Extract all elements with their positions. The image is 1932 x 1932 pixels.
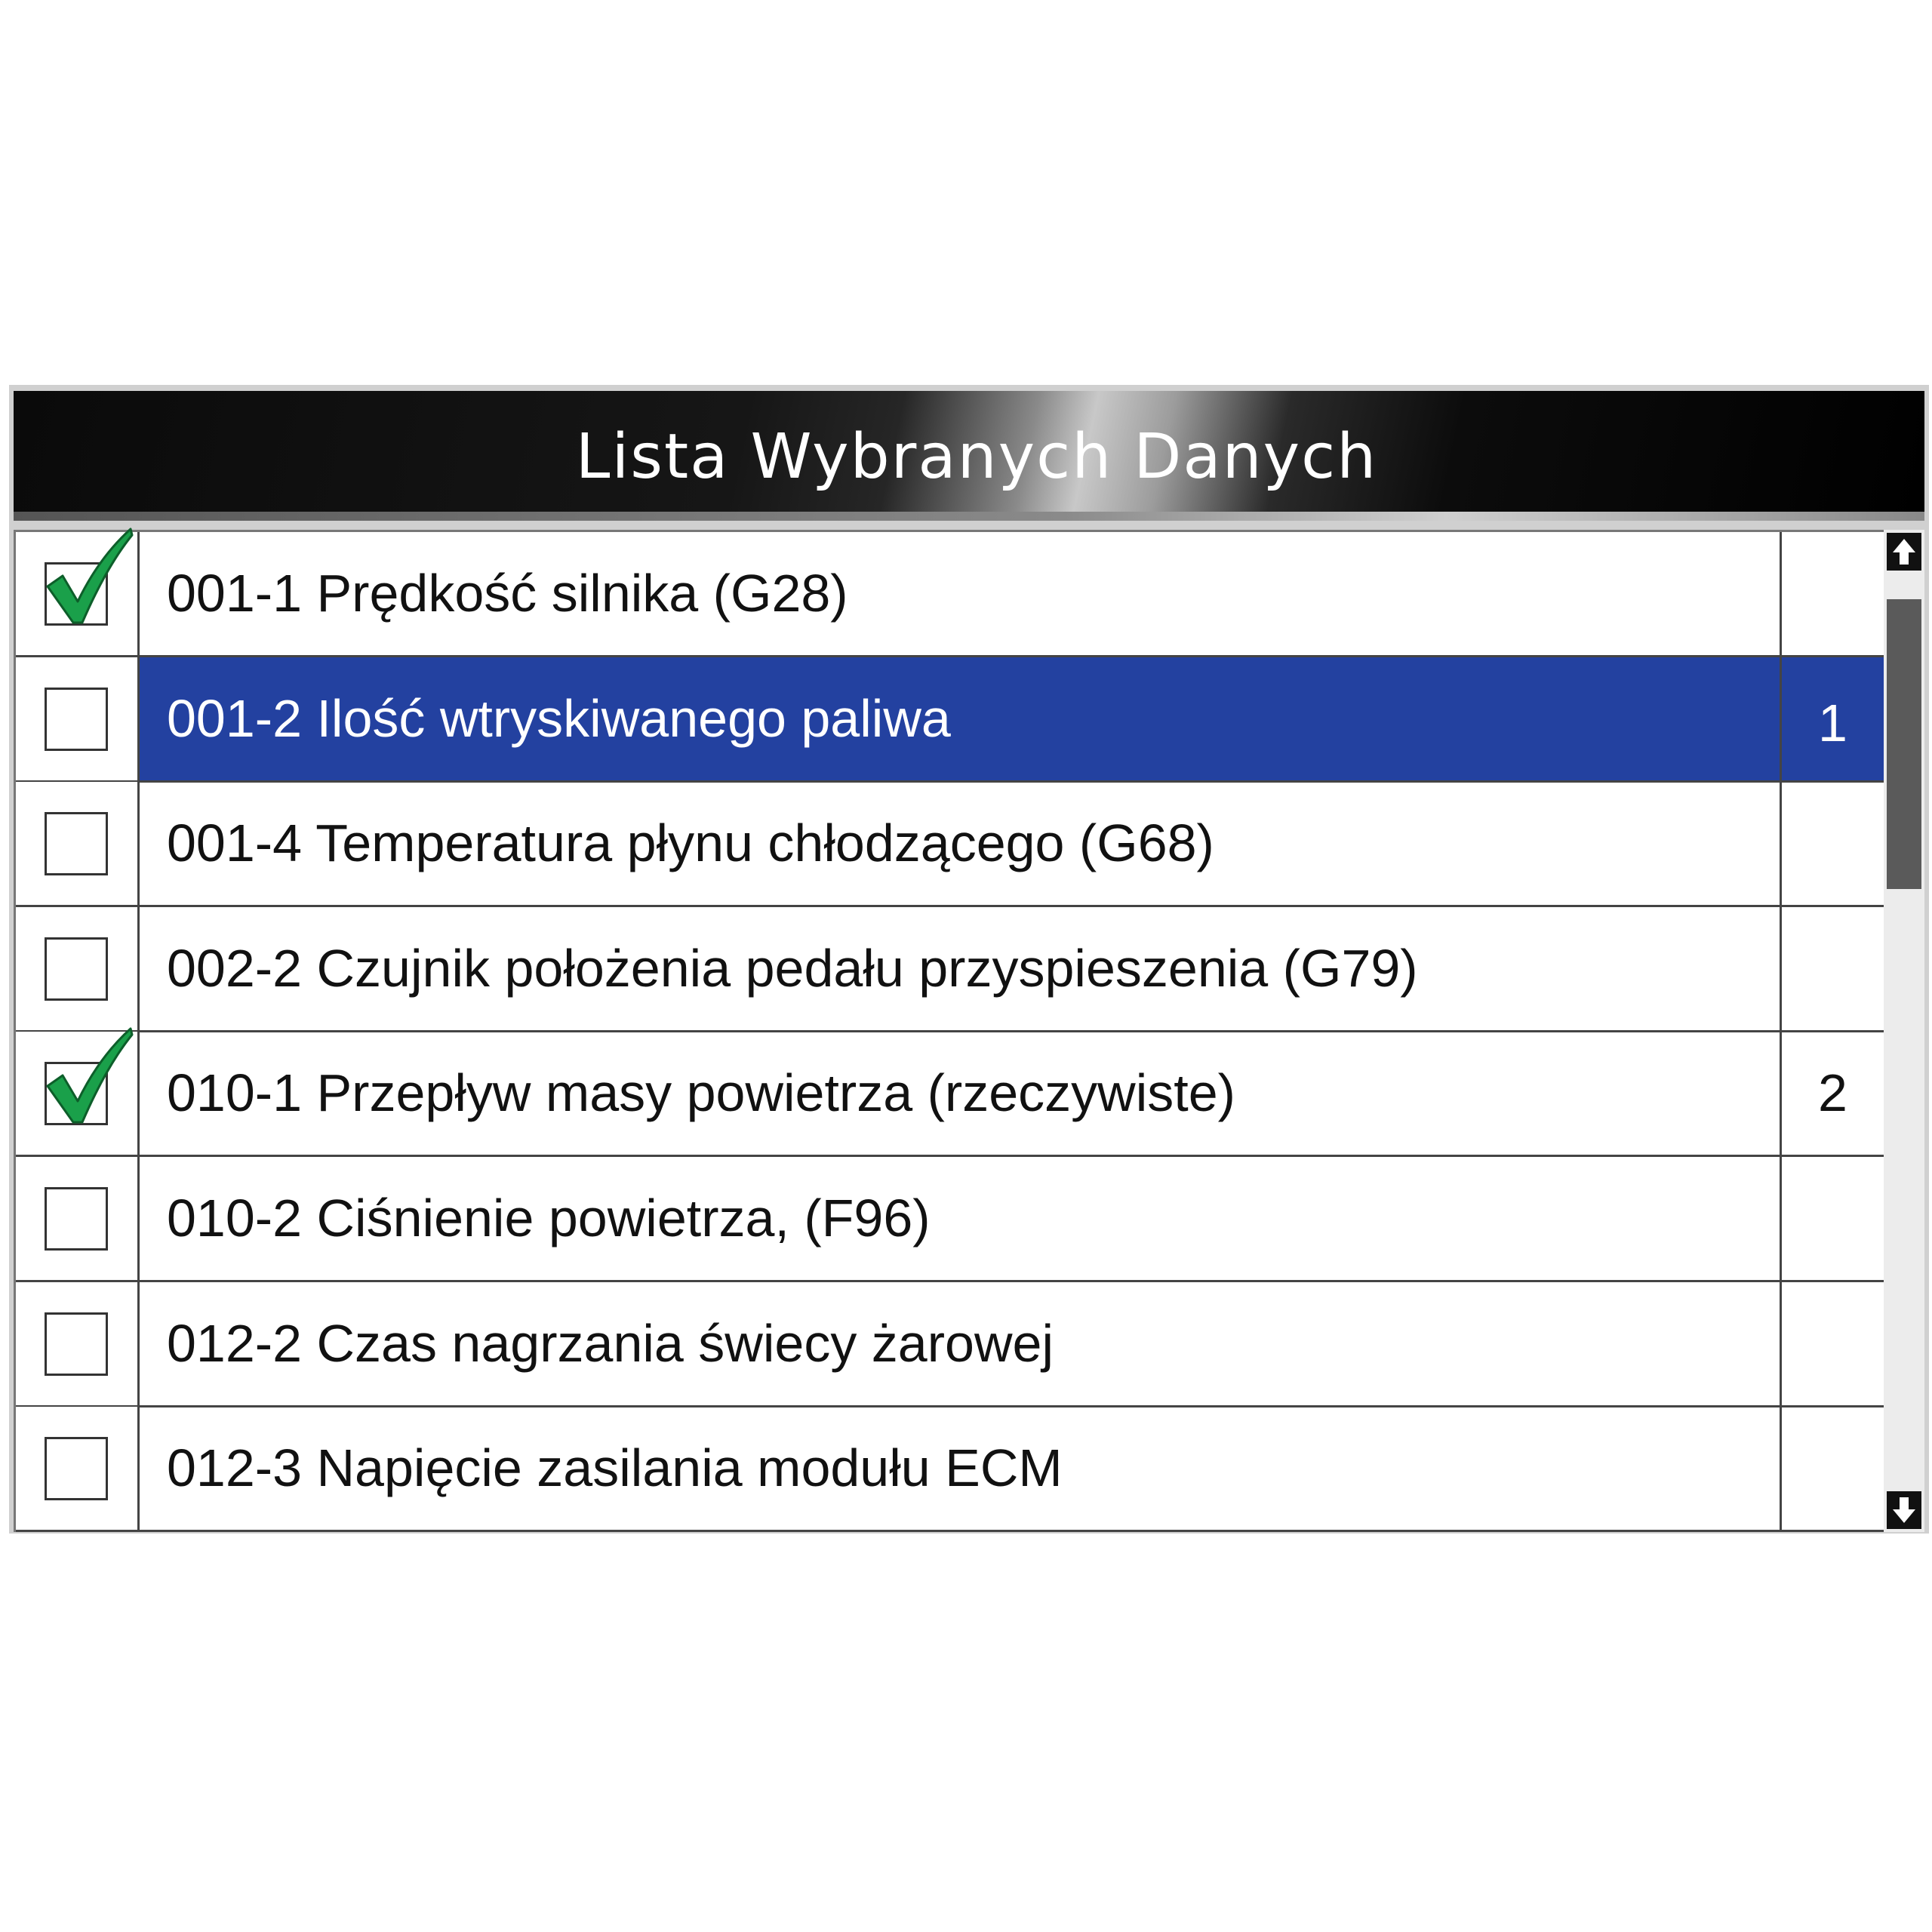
checkbox-cell[interactable] [16,532,140,655]
list-item[interactable] [16,1407,1884,1532]
list-item-label: 010-2 Ciśnienie powietrza, (F96) [140,1157,1782,1280]
list-item-label: 010-1 Przepływ masy powietrza (rzeczywiste) [140,1032,1782,1155]
list-item-label: 012-3 Napięcie zasilania modułu ECM [140,1407,1782,1530]
green-checkmark-icon [43,528,134,629]
list-item[interactable] [16,657,1884,783]
list-item[interactable] [16,1032,1884,1157]
scrollbar[interactable] [1884,530,1924,1532]
list-item[interactable] [16,782,1884,907]
list-item[interactable] [16,1157,1884,1282]
checkbox[interactable] [45,1312,108,1376]
list-item-label: 002-2 Czujnik położenia pedału przyspieszenia (G79) [140,907,1782,1030]
checkbox-cell[interactable] [16,657,140,780]
checkbox[interactable] [45,937,108,1001]
title-bar [14,391,1924,521]
checkbox-cell[interactable] [16,1032,140,1155]
list-item-order-number: 1 [1782,657,1884,780]
green-checkmark-icon [43,1027,134,1128]
list-item-order-number: 2 [1818,1063,1847,1123]
checkbox-cell[interactable] [16,907,140,1030]
list-item[interactable] [16,1282,1884,1407]
list-item-order-number [1782,782,1884,905]
list-item-label: 012-2 Czas nagrzania świecy żarowej [140,1282,1782,1405]
list-item[interactable] [16,532,1884,657]
checkbox[interactable] [45,1437,108,1500]
page-title: Lista Wybranych Danych [575,421,1378,493]
checkbox-cell[interactable] [16,1157,140,1280]
arrow-up-icon [1887,533,1921,571]
list-item-label: 001-4 Temperatura płynu chłodzącego (G68) [140,782,1782,905]
list-item-label: 001-2 Ilość wtryskiwanego paliwa [140,657,1782,780]
checkbox-cell[interactable] [16,1407,140,1530]
list-item-label: 001-1 Prędkość silnika (G28) [140,532,1782,655]
scroll-up-button[interactable] [1887,533,1921,571]
scroll-thumb[interactable] [1887,599,1921,889]
list-item-order-number [1782,1157,1884,1280]
arrow-down-icon [1887,1491,1921,1529]
list-item-order-number [1782,532,1884,655]
list-item-order-number [1782,907,1884,1030]
data-list [14,530,1884,1532]
list-item[interactable] [16,907,1884,1032]
checkbox[interactable] [45,812,108,875]
checkbox-cell[interactable] [16,782,140,905]
list-item-order-number [1782,1407,1884,1530]
scroll-down-button[interactable] [1887,1491,1921,1529]
checkbox-cell[interactable] [16,1282,140,1405]
checkbox[interactable] [45,1187,108,1251]
checkbox[interactable] [45,688,108,751]
list-item-order-number [1782,1282,1884,1405]
